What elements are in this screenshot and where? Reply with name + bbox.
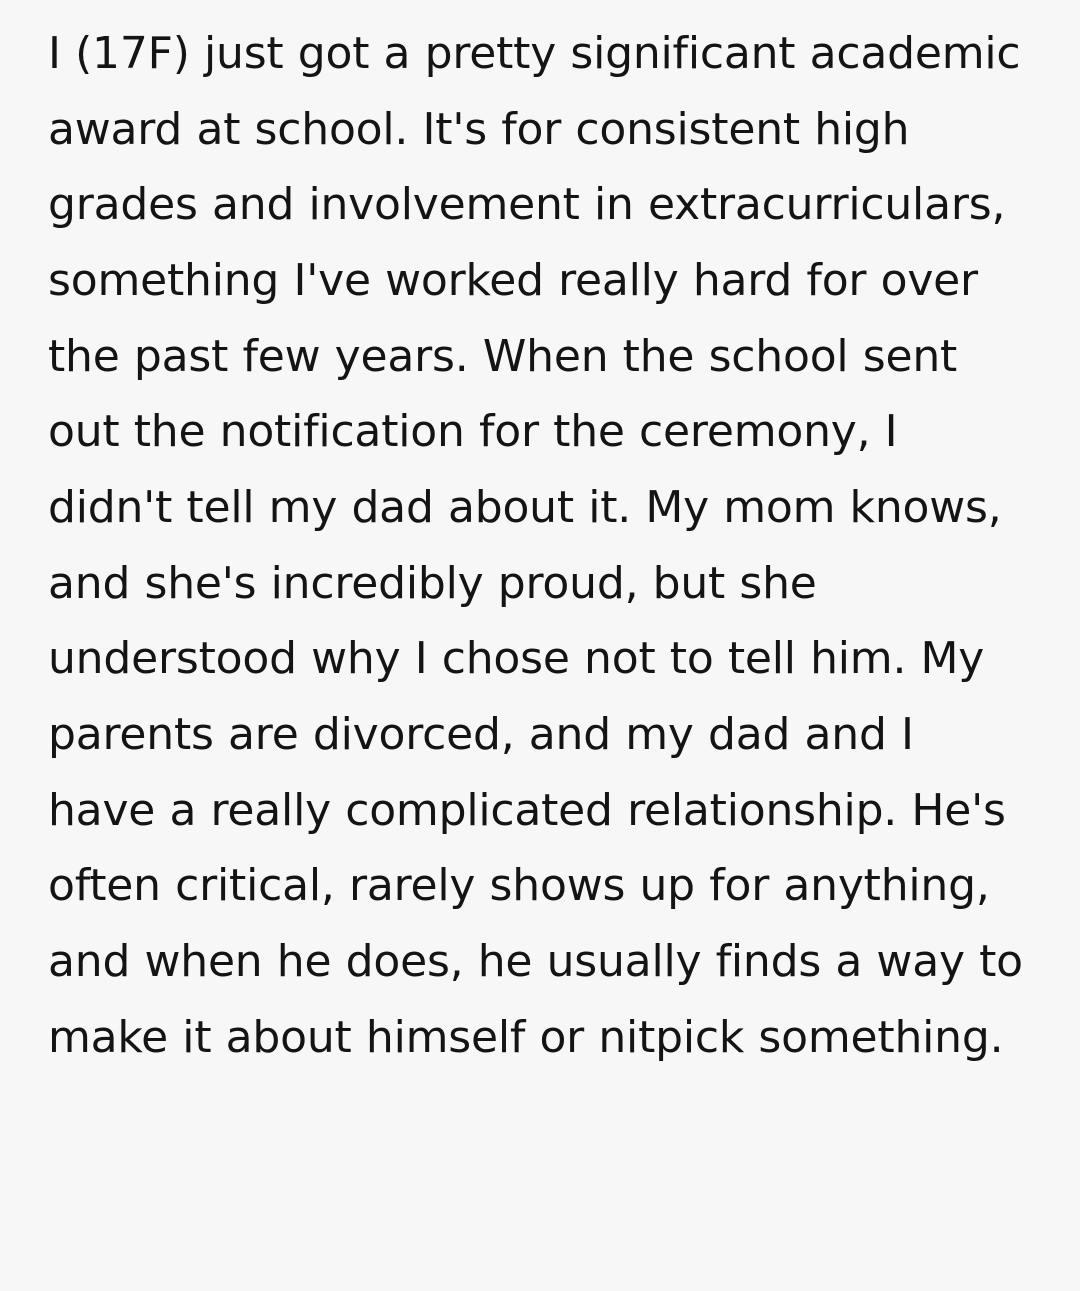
story-paragraph: I (17F) just got a pretty significant academic award at school. It's for consistent high grades and involvement in extracurriculars, something I've worked really hard for over the past few years. When the school sent out the notification for the ceremony, I didn't tell my dad about it. My mom knows, and she's incredibly proud, but she understood why I chose not to tell him. My parents are divorced, and my dad and I have a really complicated relationship. He's often critical, rarely shows up for anything, and when he does, he usually finds a way to make it about himself or nitpick something. [48,28,1023,1063]
